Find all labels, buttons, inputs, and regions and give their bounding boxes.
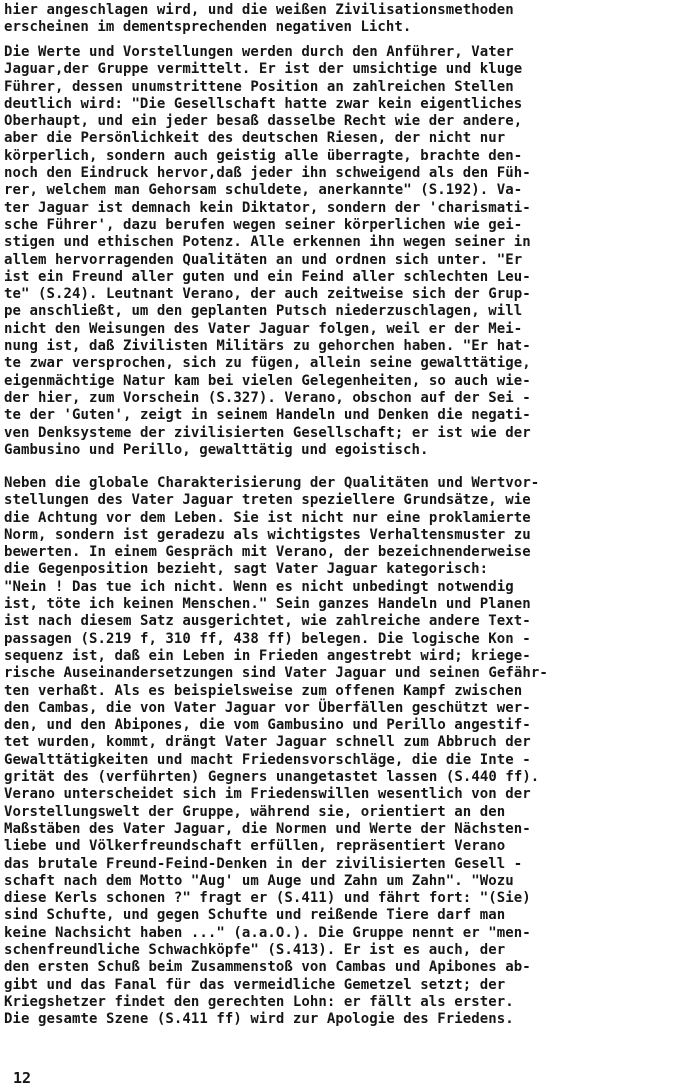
page-number: 12 xyxy=(13,1069,32,1087)
text-line: ten verhaßt. Als es beispielsweise zum offenen Kampf zwischen xyxy=(4,682,523,699)
text-line: der hier, zum Vorschein (S.327). Verano, obschon auf der Sei - xyxy=(4,389,531,406)
text-line: eigenmächtige Natur kam bei vielen Gelegenheiten, so auch wie- xyxy=(4,372,531,389)
text-line: schenfreundliche Schwachköpfe" (S.413). Er ist es auch, der xyxy=(4,942,506,959)
document-page xyxy=(4,0,690,1089)
text-line: stellungen des Vater Jaguar treten speziellere Grundsätze, wie xyxy=(4,492,531,509)
paragraph-vater-jaguar-values xyxy=(4,44,690,459)
text-line: aber die Persönlichkeit des deutschen Riesen, der nicht nur xyxy=(4,130,506,147)
text-line: ven Denksysteme der zivilisierten Gesellschaft; er ist wie der xyxy=(4,424,531,441)
text-line: tet wurden, kommt, drängt Vater Jaguar schnell zum Abbruch der xyxy=(4,734,531,751)
text-line: Kriegshetzer findet den gerechten Lohn: er fällt als erster. xyxy=(4,993,514,1010)
text-line: stigen und ethischen Potenz. Alle erkennen ihn wegen seiner in xyxy=(4,234,531,251)
text-line: te zwar versprochen, sich zu fügen, allein seine gewalttätige, xyxy=(4,355,531,372)
text-line: Jaguar,der Gruppe vermittelt. Er ist der umsichtige und kluge xyxy=(4,61,523,78)
text-line: Die Werte und Vorstellungen werden durch den Anführer, Vater xyxy=(4,44,514,60)
text-line: allem hervorragenden Qualitäten an und ordnen sich unter. "Er xyxy=(4,251,523,268)
text-line: körperlich, sondern auch geistig alle überragte, brachte den- xyxy=(4,147,523,164)
text-line: Führer, dessen unumstrittene Position an zahlreichen Stellen xyxy=(4,78,514,95)
text-line: ist ein Freund aller guten und ein Feind aller schlechten Leu- xyxy=(4,268,531,285)
text-line: Die gesamte Szene (S.411 ff) wird zur Apologie des Friedens. xyxy=(4,1011,514,1028)
text-line: erscheinen im dementsprechenden negativen Licht. xyxy=(4,19,412,36)
text-line: die Gegenposition bezieht, sagt Vater Jaguar kategorisch: xyxy=(4,561,489,578)
text-line: keine Nachsicht haben ..." (a.a.O.). Die Gruppe nennt er "men- xyxy=(4,924,531,941)
text-line: schaft nach dem Motto "Aug' um Auge und Zahn um Zahn". "Wozu xyxy=(4,872,514,889)
text-line: Oberhaupt, und ein jeder besaß dasselbe Recht wie der andere, xyxy=(4,113,523,130)
text-line: nung ist, daß Zivilisten Militärs zu gehorchen haben. "Er hat- xyxy=(4,338,531,355)
text-line: te der 'Guten', zeigt in seinem Handeln und Denken die negati- xyxy=(4,407,531,424)
text-line: ist, töte ich keinen Menschen." Sein ganzes Handeln und Planen xyxy=(4,596,531,613)
text-line: sche Führer', dazu berufen wegen seiner körperlichen wie gei- xyxy=(4,216,523,233)
text-line: ter Jaguar ist demnach kein Diktator, sondern der 'charismati- xyxy=(4,199,531,216)
text-line: sequenz ist, daß ein Leben in Frieden angestrebt wird; kriege- xyxy=(4,647,531,664)
paragraph-intro xyxy=(4,2,690,37)
text-line: die Achtung vor dem Leben. Sie ist nicht nur eine proklamierte xyxy=(4,509,531,526)
text-line: ist nach diesem Satz ausgerichtet, wie zahlreiche andere Text- xyxy=(4,613,531,630)
text-line: den ersten Schuß beim Zusammenstoß von Cambas und Apibones ab- xyxy=(4,959,531,976)
text-line: nicht den Weisungen des Vater Jaguar folgen, weil er der Mei- xyxy=(4,320,523,337)
text-line: hier angeschlagen wird, und die weißen Zivilisationsmethoden xyxy=(4,2,514,18)
text-line: Verano unterscheidet sich im Friedenswillen wesentlich von der xyxy=(4,786,531,803)
text-line: passagen (S.219 f, 310 ff, 438 ff) belegen. Die logische Kon - xyxy=(4,630,531,647)
text-line: sind Schufte, und gegen Schufte und reißende Tiere darf man xyxy=(4,907,506,924)
text-line: Norm, sondern ist geradezu als wichtigstes Verhaltensmuster zu xyxy=(4,526,531,543)
text-line: diese Kerls schonen ?" fragt er (S.411) und fährt fort: "(Sie) xyxy=(4,890,531,907)
text-line: das brutale Freund-Feind-Denken in der zivilisierten Gesell - xyxy=(4,855,523,872)
paragraph-respect-for-life xyxy=(4,475,690,1029)
text-line: rer, welchem man Gehorsam schuldete, anerkannte" (S.192). Va- xyxy=(4,182,523,199)
text-line: Gambusino und Perillo, gewalttätig und egoistisch. xyxy=(4,441,429,458)
text-line: deutlich wird: "Die Gesellschaft hatte zwar kein eigentliches xyxy=(4,95,523,112)
text-line: grität des (verführten) Gegners unangetastet lassen (S.440 ff). xyxy=(4,769,540,786)
text-line: Maßstäben des Vater Jaguar, die Normen und Werte der Nächsten- xyxy=(4,820,531,837)
text-line: "Nein ! Das tue ich nicht. Wenn es nicht unbedingt notwendig xyxy=(4,578,514,595)
text-line: Vorstellungswelt der Gruppe, während sie, orientiert an den xyxy=(4,803,506,820)
text-line: Gewalttätigkeiten und macht Friedensvorschläge, die die Inte - xyxy=(4,751,531,768)
text-line: rische Auseinandersetzungen sind Vater Jaguar und seinen Gefähr- xyxy=(4,665,548,682)
text-line: noch den Eindruck hervor,daß jeder ihn schweigend als den Füh- xyxy=(4,165,531,182)
text-line: te" (S.24). Leutnant Verano, der auch zeitweise sich der Grup- xyxy=(4,286,531,303)
text-line: den, und den Abipones, die vom Gambusino und Perillo angestif- xyxy=(4,717,531,734)
text-line: bewerten. In einem Gespräch mit Verano, der bezeichnenderweise xyxy=(4,544,531,561)
text-line: gibt und das Fanal für das vermeidliche Gemetzel setzt; der xyxy=(4,976,506,993)
text-line: den Cambas, die von Vater Jaguar vor Überfällen geschützt wer- xyxy=(4,699,531,716)
text-line: Neben die globale Charakterisierung der Qualitäten und Wertvor- xyxy=(4,475,540,491)
text-line: pe anschließt, um den geplanten Putsch niederzuschlagen, will xyxy=(4,303,523,320)
text-line: liebe und Völkerfreundschaft erfüllen, repräsentiert Verano xyxy=(4,838,506,855)
